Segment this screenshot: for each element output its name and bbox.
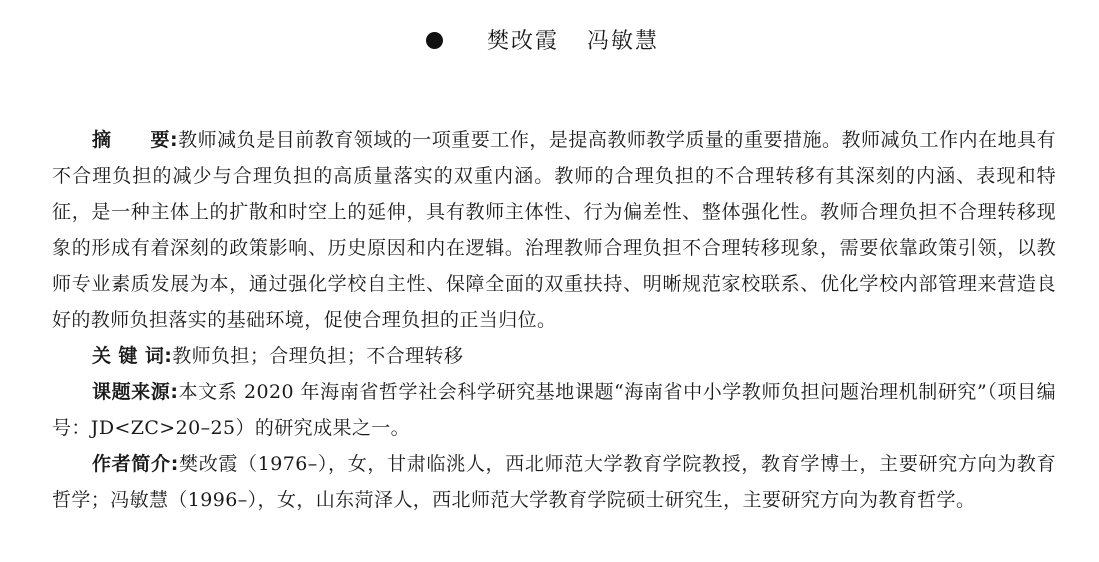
author-bio-text: 樊改霞（1976–），女，甘肃临洮人，西北师范大学教育学院教授，教育学博士，主要研究方向为教育哲学；冯敏慧（1996–），女，山东菏泽人，西北师范大学教育学院硕士研究生，主要研究方向为教育哲学。 [52,453,1056,511]
funding-paragraph [52,374,1056,446]
author-bio-paragraph [52,446,1056,518]
keywords-paragraph [52,338,1056,374]
author-bio-label: 作者简介: [92,453,179,475]
funding-text: 本文系 2020 年海南省哲学社会科学研究基地课题“海南省中小学教师负担问题治理机制研究”（项目编号：JD<ZC>20–25）的研究成果之一。 [52,381,1056,439]
author-name-1: 樊改霞 [486,29,559,54]
abstract-paragraph [52,122,1056,338]
bullet-icon [426,32,443,49]
abstract-label: 摘 要: [92,129,179,151]
article-front-matter [52,122,1056,518]
author-name-2: 冯敏慧 [587,29,660,54]
abstract-text: 教师减负是目前教育领域的一项重要工作，是提高教师教学质量的重要措施。教师减负工作内在地具有不合理负担的减少与合理负担的高质量落实的双重内涵。教师的合理负担的不合理转移有其深刻的内涵、表现和特征，是一种主体上的扩散和时空上的延伸，具有教师主体性、行为偏差性、整体强化性。教师合理负担不合理转移现象的形成有着深刻的政策影响、历史原因和内在逻辑。治理教师合理负担不合理转移现象，需要依靠政策引领，以教师专业素质发展为本，通过强化学校自主性、保障全面的双重扶持、明晰规范家校联系、优化学校内部管理来营造良好的教师负担落实的基础环境，促使合理负担的正当归位。 [52,129,1056,331]
keywords-label: 关 键 词: [92,345,173,367]
funding-label: 课题来源: [92,381,179,403]
author-line [0,26,1099,58]
keywords-text: 教师负担；合理负担；不合理转移 [172,345,464,367]
